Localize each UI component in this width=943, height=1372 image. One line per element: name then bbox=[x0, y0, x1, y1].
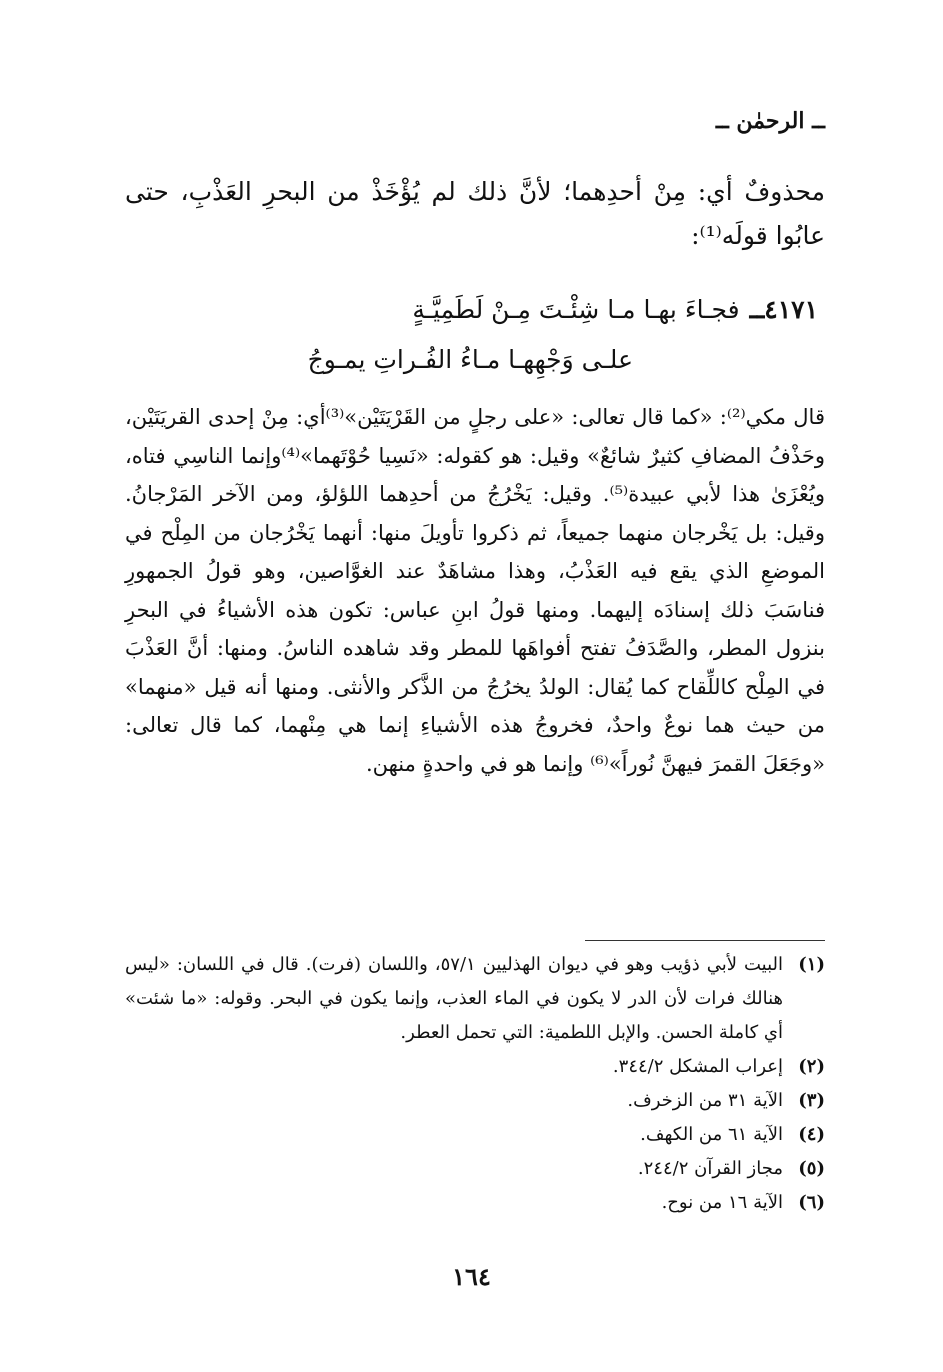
poetry-verse bbox=[128, 285, 818, 385]
footnote-divider bbox=[585, 940, 825, 941]
footnote-number: (٥) bbox=[798, 1158, 825, 1179]
page-number: ١٦٤ bbox=[452, 1262, 491, 1291]
footnote-number: (٣) bbox=[798, 1090, 825, 1111]
footnote-text: مجاز القرآن ٢٤٤/٢. bbox=[637, 1158, 783, 1179]
main-paragraph: قال مكي⁽²⁾: «كما قال تعالى: «على رجلٍ من القَرْيَتَيْن»⁽³⁾أي: مِنْ إحدى القريَتَيْن، وحَذْفُ المضافِ كثيرٌ شائعٌ» وقيل: هو كقوله: «نَسِيا حُوْتَهما»⁽⁴⁾وإنما الناسِي فتاه، ويُعْزَىٰ هذا لأبي عبيدة⁽⁵⁾. وقيل: يَخْرُجُ من أحدِهما اللؤلؤ، ومن الآخر المَرْجانُ. وقيل: بل يَخْرجان منهما جميعاً، ثم ذكروا تأويلَ منها: أنهما يَخْرُجان من المِلْح في الموضعِ الذي يقع فيه العَذْبُ، وهذا مشاهَدٌ عند الغوَّاصين، وهو قولُ الجمهورِ فناسَبَ ذلك إسنادَه إليهما. ومنها قولُ ابنِ عباس: تكون هذه الأشياءُ في البحرِ بنزول المطر، والصَّدَفُ تفتح أفواهَها للمطر وقد شاهده الناسُ. ومنها: أنَّ العَذْبَ في المِلْح كاللِّقاح كما يُقال: الولدُ يخرُجُ من الذَّكر والأنثى. ومنها أنه قيل «منهما» من حيث هما نوعٌ واحدٌ، فخروجُ هذه الأشياءِ إنما هي مِنْهما، كما قال تعالى: «وجَعَلَ القمرَ فيهنَّ نُوراً»⁽⁶⁾ وإنما هو في واحدةٍ منهن. bbox=[125, 405, 825, 776]
footnote-text: الآية ٣١ من الزخرف. bbox=[627, 1090, 783, 1111]
opening-paragraph: محذوفٌ أي: مِنْ أحدِهما؛ لأنَّ ذلك لم يُؤْخَذْ من البحرِ العَذْبِ، حتى عابُوا قولَه⁽¹⁾: bbox=[125, 177, 825, 250]
footnote-text: الآية ٦١ من الكهف. bbox=[640, 1124, 783, 1145]
running-header: ــ الرحمٰن ــ bbox=[715, 108, 825, 134]
footnote-number: (٤) bbox=[798, 1124, 825, 1145]
footnote-number: (٦) bbox=[798, 1192, 825, 1213]
footnote-6 bbox=[125, 1186, 825, 1220]
footnote-2 bbox=[125, 1050, 825, 1084]
footnote-5 bbox=[125, 1152, 825, 1186]
footnote-number: (١) bbox=[798, 954, 825, 975]
footnotes-list bbox=[125, 948, 825, 1220]
footnote-text: إعراب المشكل ٣٤٤/٢. bbox=[612, 1056, 783, 1077]
footnote-number: (٢) bbox=[798, 1056, 825, 1077]
verse-number: ٤١٧١ــ bbox=[749, 295, 818, 324]
footnote-text: الآية ١٦ من نوح. bbox=[661, 1192, 783, 1213]
verse-line-2: علـى وَجْهِهـا مـاءُ الفُـراتِ يمـوجُ bbox=[307, 345, 633, 374]
verse-line-1: فجـاءَ بهـا مـا شِئْـتَ مِـنْ لَطَمِيَّـةٍ bbox=[412, 295, 740, 324]
verse-second-hemistich bbox=[128, 335, 818, 385]
footnote-3 bbox=[125, 1084, 825, 1118]
verse-first-hemistich bbox=[128, 285, 818, 335]
footnote-4 bbox=[125, 1118, 825, 1152]
footnote-text: البيت لأبي ذؤيب وهو في ديوان الهذليين ٥٧/١، واللسان (فرت). قال في اللسان: «ليس هنالك فرات لأن الدر لا يكون في الماء العذب، وإنما يكون في البحر. وقوله: «ما شئت» أي كاملة الحسن. والإبل اللطمية: التي تحمل العطر. bbox=[125, 954, 783, 1043]
footnote-1 bbox=[125, 948, 825, 1050]
